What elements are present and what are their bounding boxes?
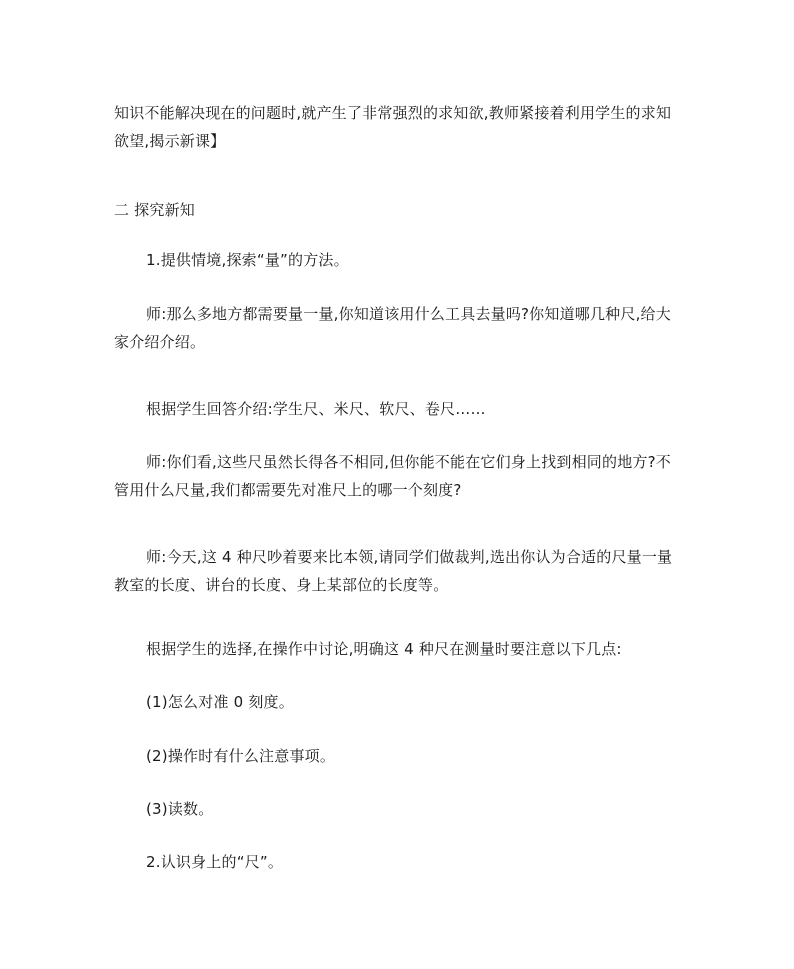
text-line: (1)怎么对准 0 刻度。 (146, 693, 294, 711)
paragraph-teacher-question-1 (114, 300, 686, 356)
text-line: 二 探究新知 (114, 201, 195, 219)
text-line: 师:今天,这 4 种尺吵着要来比本领,请同学们做裁判,选出你认为合适的尺量一量 (146, 548, 673, 566)
paragraph-teacher-question-2 (114, 448, 686, 504)
list-item-3 (114, 795, 686, 823)
paragraph-step-2-title (114, 848, 686, 876)
list-item-1 (114, 688, 686, 716)
text-line: 教室的长度、讲台的长度、身上某部位的长度等。 (114, 576, 449, 594)
paragraph-step-1-title (114, 246, 686, 274)
text-line: 知识不能解决现在的问题时,就产生了非常强烈的求知欲,教师紧接着利用学生的求知 (114, 104, 672, 122)
paragraph-student-answers (114, 395, 686, 423)
paragraph-teacher-activity (114, 543, 686, 599)
paragraph-discussion (114, 635, 686, 663)
list-item-2 (114, 742, 686, 770)
text-line: 管用什么尺量,我们都需要先对准尺上的哪一个刻度? (114, 481, 462, 499)
text-line: 师:那么多地方都需要量一量,你知道该用什么工具去量吗?你知道哪几种尺,给大 (146, 305, 671, 323)
text-line: (3)读数。 (146, 800, 214, 818)
text-line: 根据学生的选择,在操作中讨论,明确这 4 种尺在测量时要注意以下几点: (146, 640, 622, 658)
paragraph-intro-continuation (114, 99, 686, 155)
text-line: 欲望,揭示新课】 (114, 132, 226, 150)
text-line: 1.提供情境,探索“量”的方法。 (146, 251, 349, 269)
text-line: 2.认识身上的“尺”。 (146, 853, 284, 871)
text-line: 家介绍介绍。 (114, 333, 206, 351)
text-line: (2)操作时有什么注意事项。 (146, 747, 336, 765)
section-heading (114, 196, 686, 224)
text-line: 师:你们看,这些尺虽然长得各不相同,但你能不能在它们身上找到相同的地方?不 (146, 453, 671, 471)
text-line: 根据学生回答介绍:学生尺、米尺、软尺、卷尺…… (146, 400, 486, 418)
